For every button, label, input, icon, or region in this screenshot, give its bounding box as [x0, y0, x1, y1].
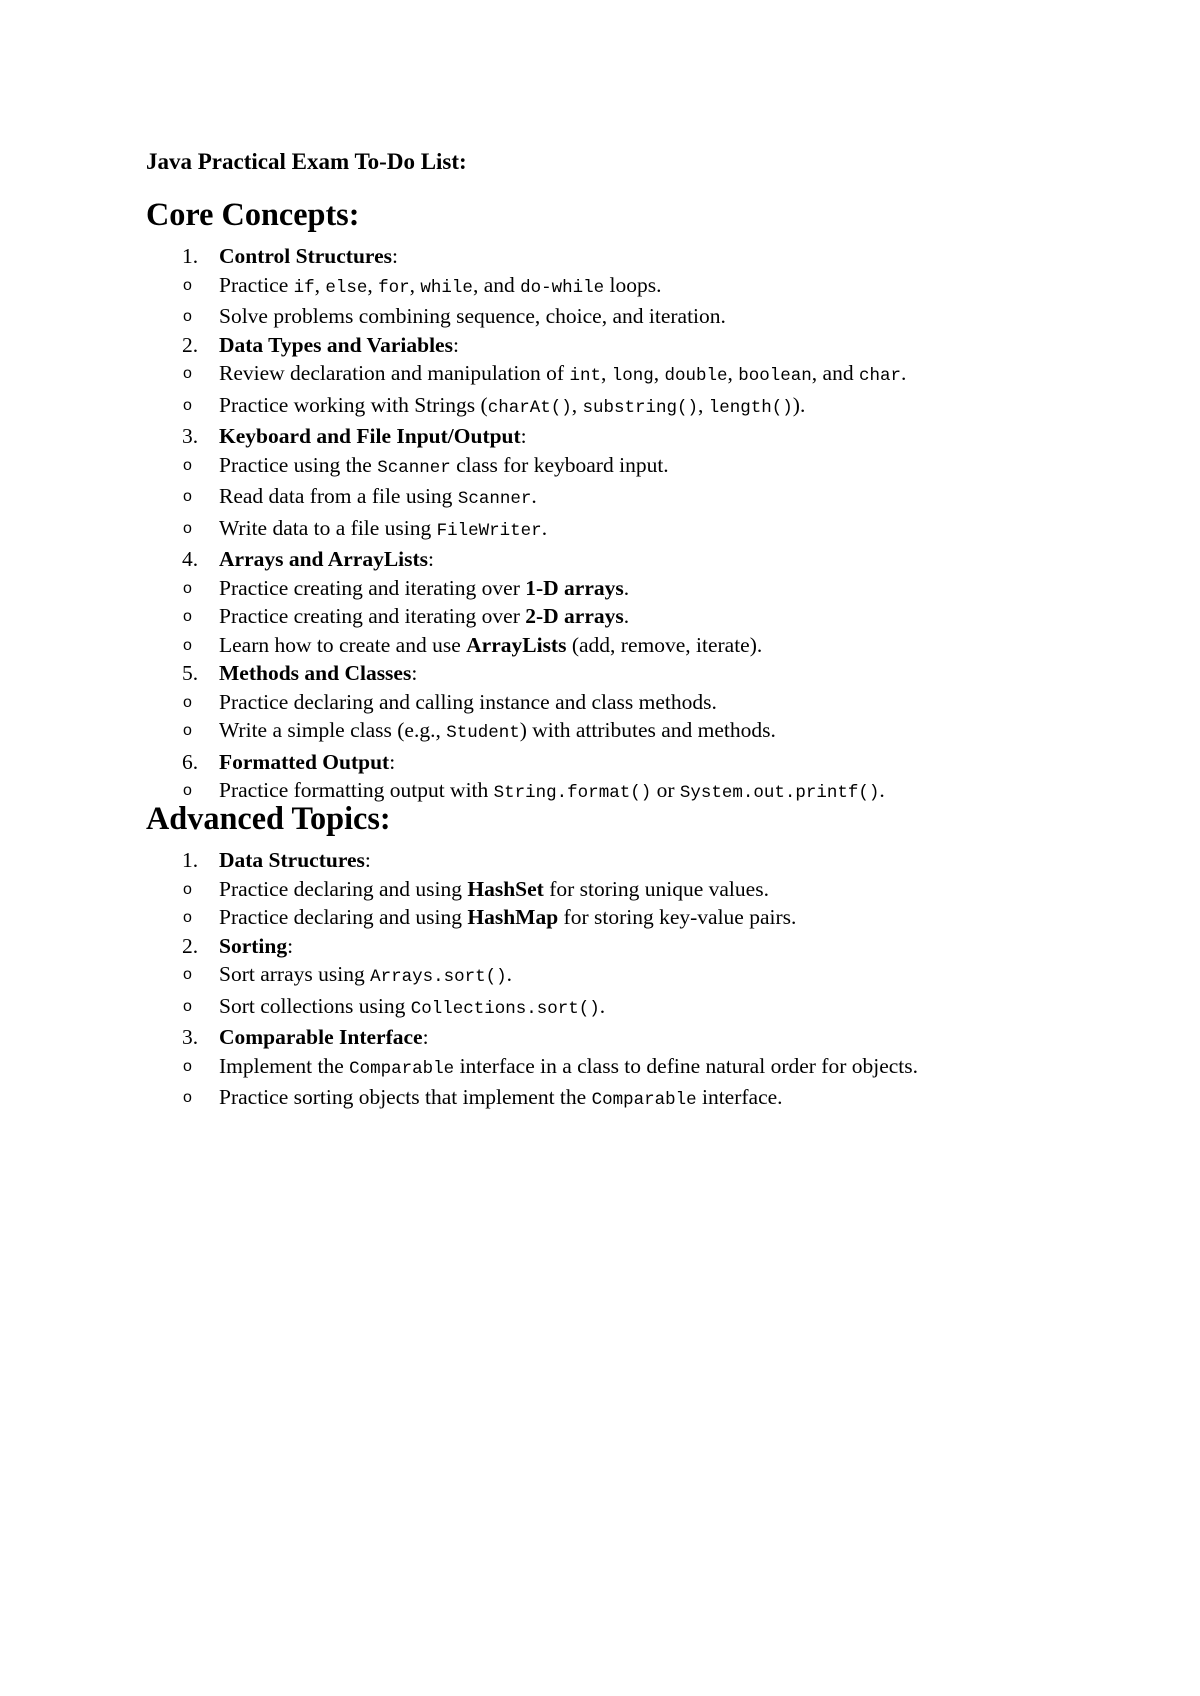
subtopic-item — [183, 271, 999, 303]
code-snippet: Comparable — [349, 1058, 455, 1079]
bullet-icon: o — [183, 276, 192, 294]
text-run: or — [651, 778, 680, 802]
text-run: Practice sorting objects that implement the — [219, 1085, 592, 1109]
subtopic-item — [183, 960, 999, 992]
core-concepts-list — [146, 242, 1046, 808]
bold-term: ArrayLists — [466, 632, 567, 657]
text-run: Write data to a file using — [219, 515, 437, 540]
code-snippet: System.out.printf() — [679, 783, 880, 803]
subtopic-item — [183, 451, 999, 483]
text-run: , — [600, 361, 612, 385]
code-snippet: substring() — [582, 397, 699, 418]
topic-number: 4. — [182, 547, 199, 571]
text-run: , — [653, 361, 665, 385]
subtopic-list — [183, 574, 1046, 660]
code-snippet: FileWriter — [436, 520, 542, 541]
code-snippet: Arrays.sort() — [370, 967, 507, 987]
subtopic-list — [183, 451, 1046, 546]
topic-item: 6. Formatted Output: o Practice formatting output with String.format() or System.out.printf(). — [146, 748, 1046, 808]
topic-title: Keyboard and File Input/Output — [219, 424, 521, 448]
subtopic-item — [183, 1052, 999, 1084]
topic-title: Data Structures — [219, 848, 365, 872]
code-snippet: charAt() — [487, 397, 572, 418]
code-snippet: boolean — [738, 366, 812, 386]
bullet-icon: o — [183, 636, 192, 654]
topic-item: 3. Keyboard and File Input/Output: o Practice using the Scanner class for keyboard input. o Read data from a file using Scanner. o Write data to a file using FileWriter. — [146, 422, 1046, 545]
subtopic-item — [183, 602, 999, 631]
text-run: for storing key-value pairs. — [558, 905, 797, 929]
subtopic-item — [183, 514, 999, 546]
topic-item: 2. Sorting: o Sort arrays using Arrays.sort(). o Sort collections using Collections.sort(). — [146, 932, 1046, 1024]
bullet-icon: o — [183, 1057, 192, 1075]
bullet-icon: o — [183, 966, 192, 983]
text-run: Sort arrays using — [219, 962, 371, 986]
topic-title: Methods and Classes — [219, 661, 412, 685]
code-snippet: char — [858, 366, 901, 386]
bullet-icon: o — [183, 693, 192, 711]
text-run: Practice working with Strings ( — [219, 392, 488, 417]
bullet-icon: o — [183, 722, 192, 739]
text-run: Write a simple class (e.g., — [219, 718, 447, 742]
code-snippet: Scanner — [377, 457, 451, 478]
code-snippet: long — [611, 366, 654, 386]
text-run: . — [879, 778, 885, 802]
bullet-icon: o — [183, 1089, 192, 1106]
topic-item: 3. Comparable Interface: o Implement the Comparable interface in a class to define natural order for objects. o Practice sorting objects that implement the Comparable interface. — [146, 1023, 1046, 1115]
text-run: (add, remove, iterate). — [566, 632, 763, 657]
code-snippet: double — [664, 366, 728, 386]
topic-title: Sorting — [219, 933, 288, 958]
text-run: Sort collections using — [219, 993, 411, 1018]
text-run: ). — [792, 392, 806, 417]
bullet-icon: o — [183, 365, 192, 382]
bullet-icon: o — [183, 608, 192, 625]
text-run: Practice declaring and using — [219, 876, 468, 901]
topic-item: 5. Methods and Classes: o Practice declaring and calling instance and class methods. o Write a simple class (e.g., Student) with attributes and methods. — [146, 659, 1046, 748]
bold-term: 2-D arrays — [525, 604, 624, 628]
topic-number: 2. — [182, 933, 199, 958]
subtopic-list — [183, 359, 1046, 422]
code-snippet: Collections.sort() — [410, 998, 600, 1019]
topic-number: 1. — [182, 848, 199, 872]
text-run: Practice — [219, 272, 294, 297]
text-run: Practice using the — [219, 452, 378, 477]
bullet-icon: o — [183, 488, 192, 505]
bullet-icon: o — [183, 579, 192, 597]
code-snippet: Student — [446, 723, 520, 743]
subtopic-item — [183, 716, 999, 748]
text-run: interface in a class to define natural order for objects. — [454, 1053, 919, 1078]
text-run: interface. — [696, 1085, 783, 1109]
code-snippet: Scanner — [457, 489, 532, 509]
topic-number: 2. — [182, 332, 199, 357]
bullet-icon: o — [183, 456, 192, 474]
text-run: , and — [811, 361, 859, 385]
subtopic-item — [183, 391, 999, 423]
text-run: Practice declaring and using — [219, 905, 468, 929]
code-snippet: do-while — [520, 277, 605, 298]
text-run: . — [900, 361, 907, 385]
text-run: Practice creating and iterating over — [219, 575, 526, 600]
subtopic-list — [183, 271, 1046, 331]
bullet-icon: o — [183, 782, 192, 799]
code-snippet: while — [420, 277, 473, 298]
text-run: Practice declaring and calling instance and class methods. — [219, 689, 717, 714]
subtopic-item — [183, 903, 999, 932]
bullet-icon: o — [183, 396, 192, 414]
subtopic-list — [183, 875, 1046, 932]
text-run: Review declaration and manipulation of — [219, 361, 570, 385]
topic-number: 5. — [182, 661, 199, 685]
subtopic-list — [183, 688, 1046, 748]
subtopic-list — [183, 960, 1046, 1023]
text-run: , — [571, 392, 583, 417]
subtopic-item — [183, 302, 999, 331]
code-snippet: if — [293, 277, 315, 298]
topic-number: 6. — [182, 749, 199, 774]
code-snippet: for — [378, 277, 410, 298]
topic-item: 2. Data Types and Variables: o Review declaration and manipulation of int, long, double, boolean, and char. o Practice working with Strings (charAt(), substring(), length()). — [146, 331, 1046, 423]
text-run: Practice formatting output with — [219, 778, 494, 802]
text-run: , and — [472, 272, 521, 297]
topic-item: 4. Arrays and ArrayLists: o Practice creating and iterating over 1-D arrays. o Practice creating and iterating over 2-D arrays. o Learn how to create and use ArrayLists (add, remove, iterate). — [146, 545, 1046, 659]
topic-number: 1. — [182, 244, 199, 268]
text-run: , — [314, 272, 326, 297]
topic-title: Control Structures — [219, 244, 392, 268]
topic-title: Comparable Interface — [219, 1025, 423, 1049]
text-run: ) with attributes and methods. — [519, 718, 776, 742]
text-run: Read data from a file using — [219, 484, 458, 508]
text-run: . — [531, 484, 537, 508]
code-snippet: Comparable — [591, 1090, 697, 1110]
topic-title: Formatted Output — [219, 749, 390, 774]
subtopic-item — [183, 631, 999, 660]
text-run: Practice creating and iterating over — [219, 604, 526, 628]
text-run: , — [727, 361, 739, 385]
code-snippet: int — [569, 366, 601, 386]
bold-term: HashMap — [467, 905, 559, 929]
section-heading-advanced-topics: Advanced Topics: — [146, 800, 391, 836]
text-run: . — [623, 575, 630, 600]
document-title: Java Practical Exam To-Do List: — [146, 149, 467, 174]
text-run: loops. — [604, 272, 662, 297]
subtopic-item — [183, 875, 999, 904]
topic-title: Data Types and Variables — [219, 332, 453, 357]
bold-term: 1-D arrays — [525, 575, 624, 600]
topic-title: Arrays and ArrayLists — [219, 547, 429, 571]
advanced-topics-list — [146, 846, 1046, 1115]
text-run: , — [367, 272, 379, 297]
bullet-icon: o — [183, 519, 192, 537]
text-run: . — [506, 962, 512, 986]
section-heading-core-concepts: Core Concepts: — [146, 196, 360, 232]
text-run: Implement the — [219, 1053, 350, 1078]
topic-item: 1. Control Structures: o Practice if, else, for, while, and do-while loops. o Solve problems combining sequence, choice, and iteration. — [146, 242, 1046, 331]
bullet-icon: o — [183, 308, 192, 325]
bold-term: HashSet — [467, 876, 544, 901]
topic-number: 3. — [182, 424, 199, 448]
code-snippet: length() — [708, 397, 793, 418]
text-run: . — [541, 515, 548, 540]
text-run: , — [409, 272, 421, 297]
text-run: . — [623, 604, 630, 628]
text-run: Solve problems combining sequence, choice, and iteration. — [219, 304, 726, 328]
topic-number: 3. — [182, 1025, 199, 1049]
text-run: , — [698, 392, 709, 417]
text-run: . — [599, 993, 606, 1018]
topic-item: 1. Data Structures: o Practice declaring and using HashSet for storing unique values. o Practice declaring and using HashMap for storing key-value pairs. — [146, 846, 1046, 932]
subtopic-item — [183, 688, 999, 717]
subtopic-item — [183, 574, 999, 603]
bullet-icon: o — [183, 880, 192, 898]
text-run: class for keyboard input. — [450, 452, 669, 477]
subtopic-item — [183, 992, 999, 1024]
code-snippet: else — [325, 277, 368, 298]
subtopic-item — [183, 1083, 999, 1115]
text-run: Learn how to create and use — [219, 632, 467, 657]
subtopic-list — [183, 1052, 1046, 1115]
code-snippet: String.format() — [493, 783, 652, 803]
bullet-icon: o — [183, 997, 192, 1015]
bullet-icon: o — [183, 909, 192, 926]
text-run: for storing unique values. — [543, 876, 769, 901]
subtopic-item — [183, 482, 999, 514]
subtopic-item — [183, 359, 999, 391]
